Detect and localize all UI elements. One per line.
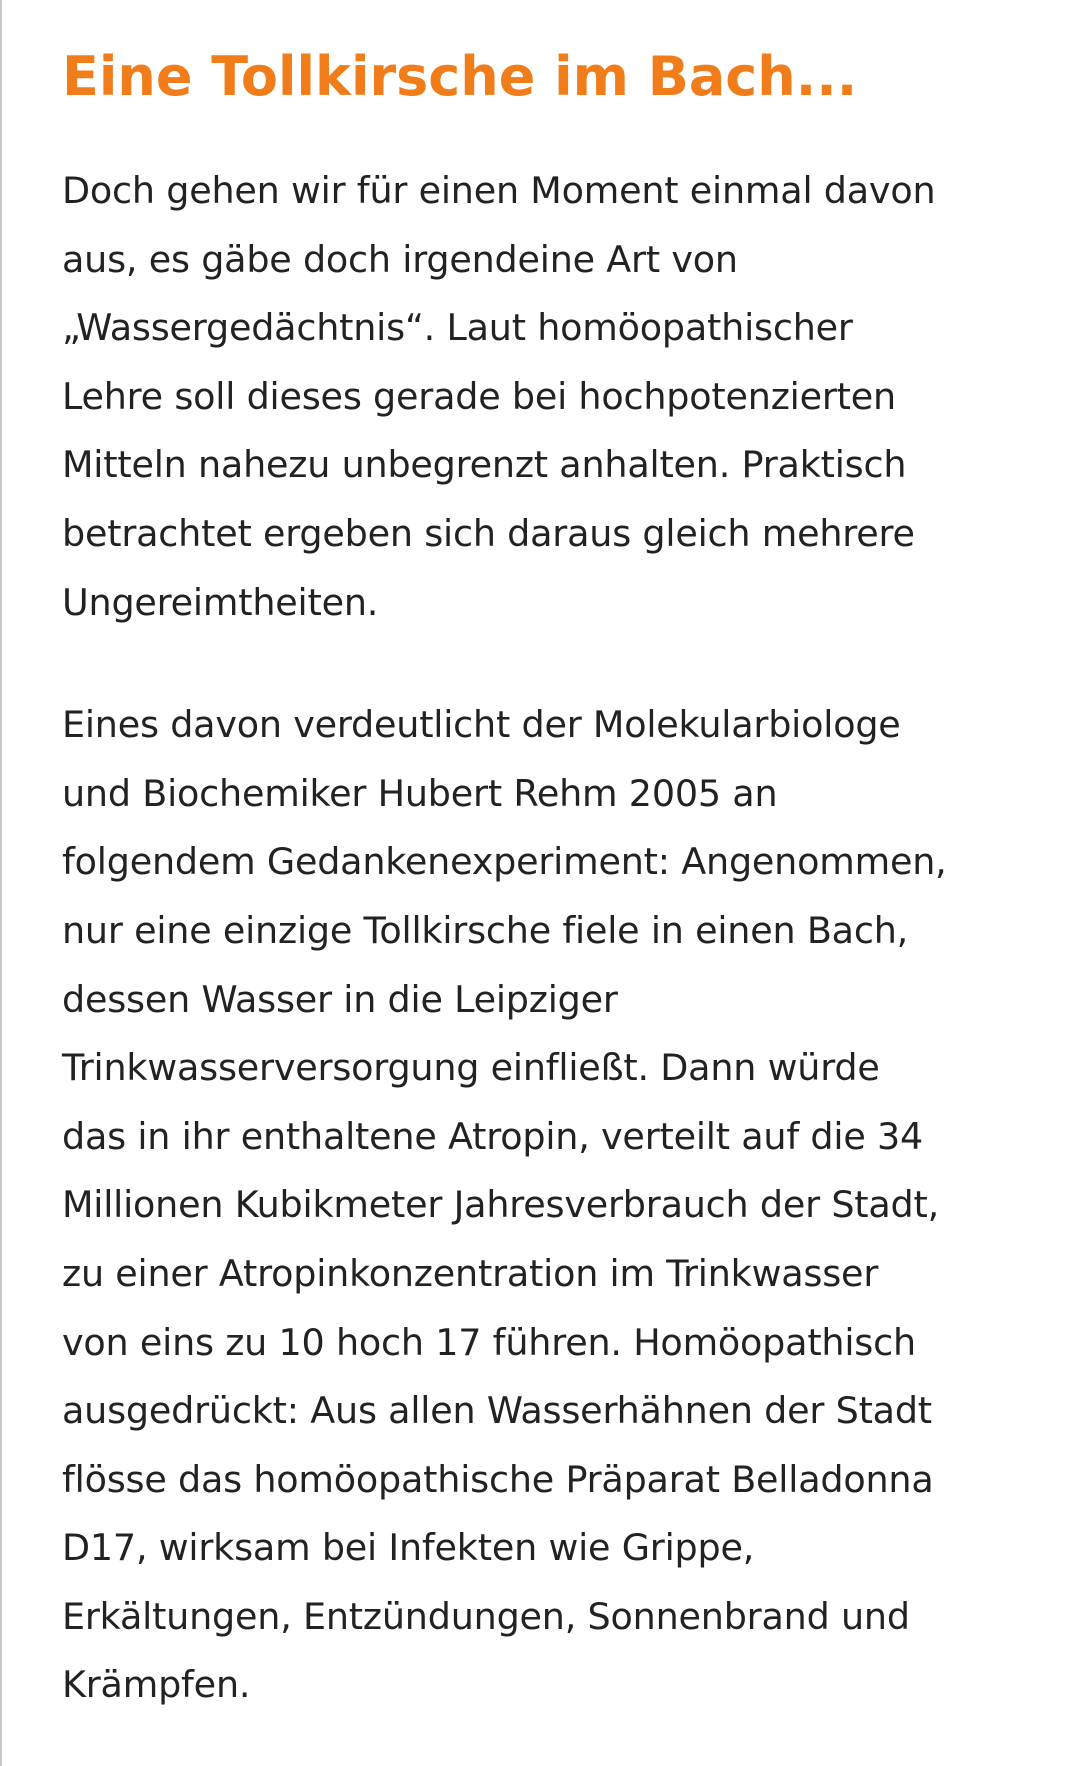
text-line: Eines davon verdeutlicht der Molekularbiologe xyxy=(62,703,901,747)
text-line: Ungereimtheiten. xyxy=(62,580,379,624)
text-line: aus, es gäbe doch irgendeine Art von xyxy=(62,237,738,281)
left-border xyxy=(0,0,2,1766)
text-line: ausgedrückt: Aus allen Wasserhähnen der Stadt xyxy=(62,1389,932,1433)
text-line: das in ihr enthaltene Atropin, verteilt auf die 34 xyxy=(62,1114,924,1158)
text-line: von eins zu 10 hoch 17 führen. Homöopathisch xyxy=(62,1320,916,1364)
text-line: dessen Wasser in die Leipziger xyxy=(62,977,618,1021)
text-line: Millionen Kubikmeter Jahresverbrauch der Stadt, xyxy=(62,1183,940,1227)
text-line: Lehre soll dieses gerade bei hochpotenzierten xyxy=(62,374,896,418)
text-line: Krämpfen. xyxy=(62,1663,251,1707)
text-line: D17, wirksam bei Infekten wie Grippe, xyxy=(62,1526,755,1570)
text-line: nur eine einzige Tollkirsche fiele in einen Bach, xyxy=(62,908,909,952)
text-line: und Biochemiker Hubert Rehm 2005 an xyxy=(62,771,778,815)
text-line: betrachtet ergeben sich daraus gleich mehrere xyxy=(62,511,915,555)
text-line: flösse das homöopathische Präparat Belladonna xyxy=(62,1457,934,1501)
text-line: Erkältungen, Entzündungen, Sonnenbrand und xyxy=(62,1594,910,1638)
text-line: zu einer Atropinkonzentration im Trinkwasser xyxy=(62,1251,879,1295)
text-line: „Wassergedächtnis“. Laut homöopathischer xyxy=(62,306,853,350)
article-title: Eine Tollkirsche im Bach... xyxy=(62,45,858,108)
article xyxy=(62,40,1052,1720)
text-line: Mitteln nahezu unbegrenzt anhalten. Praktisch xyxy=(62,443,907,487)
paragraph-1 xyxy=(62,157,1052,637)
paragraph-2 xyxy=(62,691,1052,1720)
text-line: folgendem Gedankenexperiment: Angenommen, xyxy=(62,840,947,884)
text-line: Doch gehen wir für einen Moment einmal davon xyxy=(62,169,936,212)
text-line: Trinkwasserversorgung einfließt. Dann würde xyxy=(62,1046,880,1090)
